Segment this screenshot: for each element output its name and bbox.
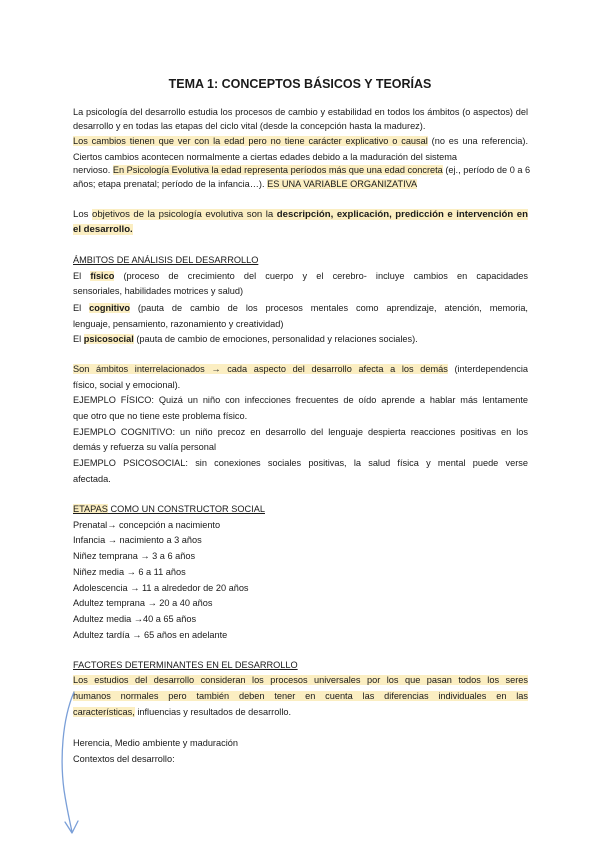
contextos-line: Contextos del desarrollo: xyxy=(73,754,175,764)
ejemplo-psicosocial-line-1: EJEMPLO PSICOSOCIAL: sin conexiones sociales positivas, la salud física y mental puede verse xyxy=(73,458,528,468)
etapa-item: Adultez temprana → 20 a 40 años xyxy=(73,598,213,608)
page-title: TEMA 1: CONCEPTOS BÁSICOS Y TEORÍAS xyxy=(168,77,432,91)
intro-line-3: Los cambios tienen que ver con la edad pero no tiene carácter explicativo o causal (no es una referencia). xyxy=(73,136,528,146)
factores-line-2: humanos normales pero también deben tener en cuenta las diferencias individuales en las xyxy=(73,691,528,701)
ejemplo-psicosocial-line-2: afectada. xyxy=(73,474,111,484)
intro-highlight-1: Los cambios tienen que ver con la edad pero no tiene carácter explicativo o causal xyxy=(73,136,428,146)
ambito-fisico-line-1: El físico (proceso de crecimiento del cuerpo y el cerebro- incluye cambios en capacidades xyxy=(73,271,528,281)
ambito-fisico-line-2: sensoriales, habilidades motrices y salud) xyxy=(73,286,244,296)
ejemplo-fisico-line-1: EJEMPLO FÍSICO: Quizá un niño con infecciones frecuentes de oído aprende a hablar más lentamente xyxy=(73,395,528,405)
interrelacion-line-1: Son ámbitos interrelacionados → cada aspecto del desarrollo afecta a los demás (interdependencia xyxy=(73,364,528,374)
ejemplo-fisico-line-2: que otro que no tiene este problema físico. xyxy=(73,411,248,421)
etapas-heading: ETAPAS COMO UN CONSTRUCTOR SOCIAL xyxy=(73,504,265,514)
etapa-item: Infancia → nacimiento a 3 años xyxy=(73,535,202,545)
etapa-item: Prenatal→ concepción a nacimiento xyxy=(73,520,221,530)
objetivos-bold: descripción, explicación, predicción e intervención en xyxy=(276,209,528,220)
etapa-item: Niñez temprana → 3 a 6 años xyxy=(73,551,196,561)
ejemplo-cognitivo-line-1: EJEMPLO COGNITIVO: un niño precoz en desarrollo del lenguaje despierta reacciones positivas en los xyxy=(73,427,528,437)
intro-line-1: La psicología del desarrollo estudia los procesos de cambio y estabilidad en todos los ámbitos (o aspectos) del xyxy=(73,107,528,117)
factores-line-3: características, influencias y resultados de desarrollo. xyxy=(73,707,292,717)
ambito-psicosocial-line: El psicosocial (pauta de cambio de emociones, personalidad y relaciones sociales). xyxy=(73,334,418,344)
factores-heading: FACTORES DETERMINANTES EN EL DESARROLLO xyxy=(73,660,298,670)
etapa-item: Adultez tardía → 65 años en adelante xyxy=(73,630,228,640)
objetivos-line-1: Los objetivos de la psicología evolutiva son la descripción, explicación, predicción e intervención en xyxy=(73,209,528,220)
objetivos-line-2: el desarrollo. xyxy=(73,224,133,235)
interrelacion-line-2: físico, social y emocional). xyxy=(73,380,181,390)
ambito-cognitivo-line-2: lenguaje, pensamiento, razonamiento y creatividad) xyxy=(73,319,284,329)
intro-line-2: desarrollo y en todas las etapas del ciclo vital (desde la concepción hasta la madurez). xyxy=(73,121,426,131)
intro-highlight-2: En Psicología Evolutiva la edad representa períodos más que una edad concreta xyxy=(112,165,443,175)
ambitos-heading: ÁMBITOS DE ANÁLISIS DEL DESARROLLO xyxy=(73,255,259,265)
herencia-line: Herencia, Medio ambiente y maduración xyxy=(73,738,238,748)
etapa-item: Niñez media → 6 a 11 años xyxy=(73,567,186,577)
handdrawn-arrow-icon xyxy=(58,690,98,840)
etapa-item: Adolescencia → 11 a alrededor de 20 años xyxy=(73,583,249,593)
ejemplo-cognitivo-line-2: demás y refuerza su valía personal xyxy=(73,442,216,452)
intro-line-5: nervioso. En Psicología Evolutiva la edad representa períodos más que una edad concreta (ej., período de 0 a 6 xyxy=(73,165,531,175)
intro-highlight-3: ES UNA VARIABLE ORGANIZATIVA xyxy=(267,179,418,189)
intro-line-4: Ciertos cambios acontecen normalmente a ciertas edades debido a la maduración del sistema xyxy=(73,152,458,162)
intro-line-6: años; etapa prenatal; período de la infancia…). ES UNA VARIABLE ORGANIZATIVA xyxy=(73,179,418,189)
etapa-item: Adultez media →40 a 65 años xyxy=(73,614,197,624)
ambito-cognitivo-line-1: El cognitivo (pauta de cambio de los procesos mentales como aprendizaje, atención, memoria, xyxy=(73,303,528,313)
factores-line-1: Los estudios del desarrollo consideran los procesos universales por los que pasan todos los seres xyxy=(73,675,528,685)
